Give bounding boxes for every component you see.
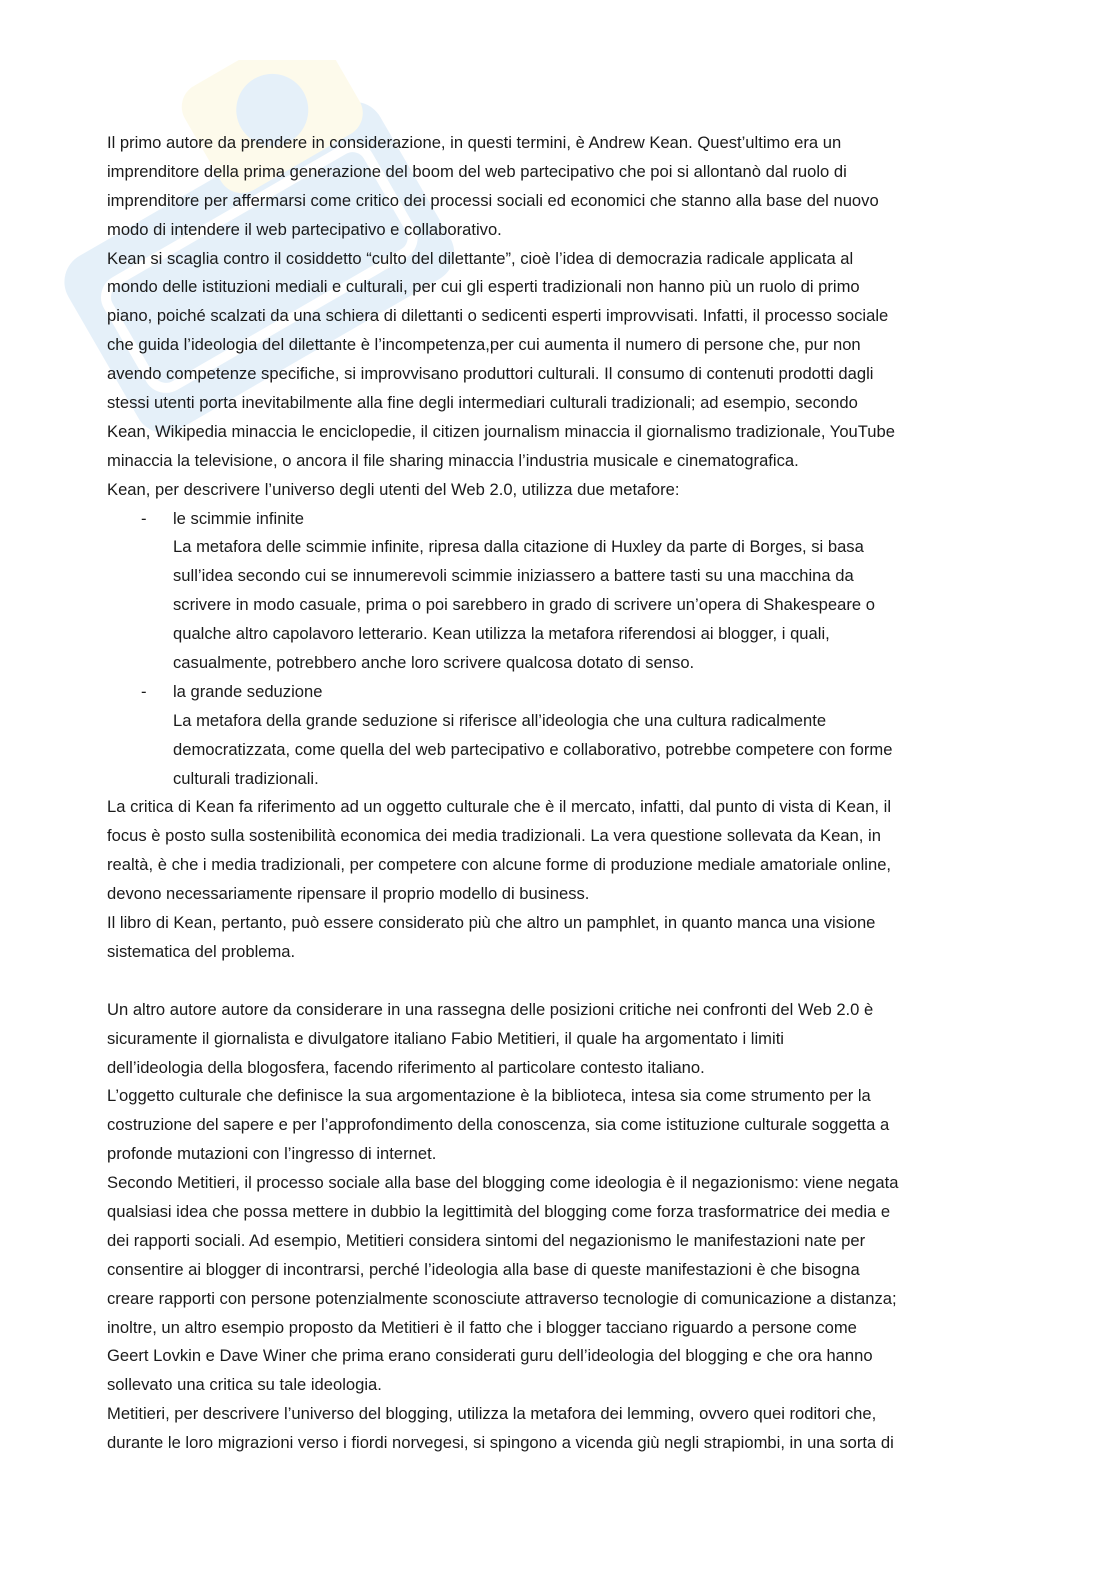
paragraph-lemming (107, 1400, 1027, 1458)
paragraph-biblioteca (107, 1082, 1027, 1169)
text-line: dei rapporti sociali. Ad esempio, Metitieri considera sintomi del negazionismo le manifestazioni nate per (107, 1230, 866, 1250)
list-item-scimmie-infinite (107, 505, 1027, 678)
text-line: Kean si scaglia contro il cosiddetto “culto del dilettante”, cioè l’idea di democrazia radicale applicata al (107, 248, 854, 268)
paragraph-spacer (107, 967, 1027, 996)
bullet-title (107, 678, 1027, 707)
text-line: focus è posto sulla sostenibilità economica dei media tradizionali. La vera questione sollevata da Kean, in (107, 826, 881, 846)
paragraph-metafore-intro (107, 476, 1027, 505)
text-line: stessi utenti porta inevitabilmente alla fine degli intermediari culturali tradizionali; ad esempio, secondo (107, 393, 858, 413)
text-line: inoltre, un altro esempio proposto da Metitieri è il fatto che i blogger tacciano riguardo a persone come (107, 1317, 857, 1337)
bullet-text-line: La metafora della grande seduzione si riferisce all’ideologia che una cultura radicalmente (173, 710, 827, 730)
paragraph-metitieri-intro (107, 996, 1027, 1083)
text-line: La critica di Kean fa riferimento ad un oggetto culturale che è il mercato, infatti, dal punto di vista di Kean, il (107, 797, 892, 817)
text-line: imprenditore per affermarsi come critico dei processi sociali ed economici che stanno alla base del nuovo (107, 190, 879, 210)
bullet-text-line: culturali tradizionali. (173, 768, 319, 788)
text-line: Kean, Wikipedia minaccia le enciclopedie, il citizen journalism minaccia il giornalismo tradizionale, YouTube (107, 421, 895, 441)
paragraph-kean-intro (107, 129, 1027, 245)
text-line: modo di intendere il web partecipativo e collaborativo. (107, 219, 502, 239)
text-line: costruzione del sapere e per l’approfondimento della conoscenza, sia come istituzione culturale soggetta a (107, 1115, 890, 1135)
text-line: dell’ideologia della blogosfera, facendo riferimento al particolare contesto italiano. (107, 1057, 705, 1077)
bullet-text-line: sull’idea secondo cui se innumerevoli scimmie iniziassero a battere tasti su una macchina da (173, 566, 854, 586)
bullet-dash: - (141, 681, 147, 701)
bullet-dash: - (141, 508, 147, 528)
text-line: Il primo autore da prendere in considerazione, in questi termini, è Andrew Kean. Quest’ultimo era un (107, 133, 842, 152)
bullet-text-line: qualche altro capolavoro letterario. Kean utilizza la metafora riferendosi ai blogger, i quali, (173, 624, 830, 644)
text-line: consentire ai blogger di incontrarsi, perché l’ideologia alla base di queste manifestazioni è che bisogna (107, 1259, 860, 1279)
text-line: sistematica del problema. (107, 941, 296, 961)
text-line: minaccia la televisione, o ancora il file sharing minaccia l’industria musicale e cinematografica. (107, 450, 799, 470)
text-line: che guida l’ideologia del dilettante è l’incompetenza,per cui aumenta il numero di persone che, pur non (107, 335, 861, 355)
text-line: Un altro autore autore da considerare in una rassegna delle posizioni critiche nei confronti del Web 2.0 è (107, 999, 874, 1019)
bullet-text-line: casualmente, potrebbero anche loro scrivere qualcosa dotato di senso. (173, 653, 695, 673)
text-line: sollevato una critica su tale ideologia. (107, 1375, 382, 1395)
bullet-title (107, 505, 1027, 534)
text-line: profonde mutazioni con l’ingresso di internet. (107, 1144, 437, 1164)
text-line: Metitieri, per descrivere l’universo del blogging, utilizza la metafora dei lemming, ovvero quei roditori che, (107, 1404, 877, 1424)
text-line: L’oggetto culturale che definisce la sua argomentazione è la biblioteca, intesa sia come strumento per la (107, 1086, 871, 1106)
text-line: Geert Lovkin e Dave Winer che prima erano considerati guru dell’ideologia del blogging e che ora hanno (107, 1346, 873, 1366)
text-line: Il libro di Kean, pertanto, può essere considerato più che altro un pamphlet, in quanto manca una visione (107, 913, 876, 933)
paragraph-culto-dilettante (107, 245, 1027, 476)
paragraph-negazionismo (107, 1169, 1027, 1400)
text-line: realtà, è che i media tradizionali, per competere con alcune forme di produzione mediale amatoriale online, (107, 855, 892, 875)
text-line: Secondo Metitieri, il processo sociale alla base del blogging come ideologia è il negazionismo: viene negata (107, 1173, 899, 1193)
bullet-text-line: democratizzata, come quella del web partecipativo e collaborativo, potrebbe competere con forme (173, 739, 893, 759)
bullet-text-line: scrivere in modo casuale, prima o poi sarebbero in grado di scrivere un’opera di Shakespeare o (173, 595, 875, 615)
bullet-title-text: le scimmie infinite (173, 508, 304, 528)
bullet-list (107, 505, 1027, 794)
text-line: Kean, per descrivere l’universo degli utenti del Web 2.0, utilizza due metafore: (107, 479, 680, 499)
paragraph-pamphlet (107, 909, 1027, 967)
text-line: imprenditore della prima generazione del boom del web partecipativo che poi si allontanò dal ruolo di (107, 161, 847, 181)
paragraph-critica-mercato (107, 793, 1027, 909)
text-line: creare rapporti con persone potenzialmente sconosciute attraverso tecnologie di comunicazione a distanza; (107, 1288, 897, 1308)
text-line: mondo delle istituzioni mediali e culturali, per cui gli esperti tradizionali non hanno più un ruolo di primo (107, 277, 860, 297)
text-line: durante le loro migrazioni verso i fiordi norvegesi, si spingono a vicenda giù negli strapiombi, in una sorta di (107, 1433, 894, 1453)
bullet-text-line: La metafora delle scimmie infinite, ripresa dalla citazione di Huxley da parte di Borges, si basa (173, 537, 864, 557)
text-line: devono necessariamente ripensare il proprio modello di business. (107, 884, 590, 904)
text-line: piano, poiché scalzati da una schiera di dilettanti o sedicenti esperti improvvisati. Infatti, il processo sociale (107, 306, 889, 326)
text-line: avendo competenze specifiche, si improvvisano produttori culturali. Il consumo di contenuti prodotti dagli (107, 364, 874, 384)
list-item-grande-seduzione (107, 678, 1027, 794)
document-body (107, 129, 1027, 1458)
bullet-title-text: la grande seduzione (173, 681, 323, 701)
text-line: qualsiasi idea che possa mettere in dubbio la legittimità del blogging come forza trasformatrice dei media e (107, 1201, 891, 1221)
text-line: sicuramente il giornalista e divulgatore italiano Fabio Metitieri, il quale ha argomentato i limiti (107, 1028, 784, 1048)
